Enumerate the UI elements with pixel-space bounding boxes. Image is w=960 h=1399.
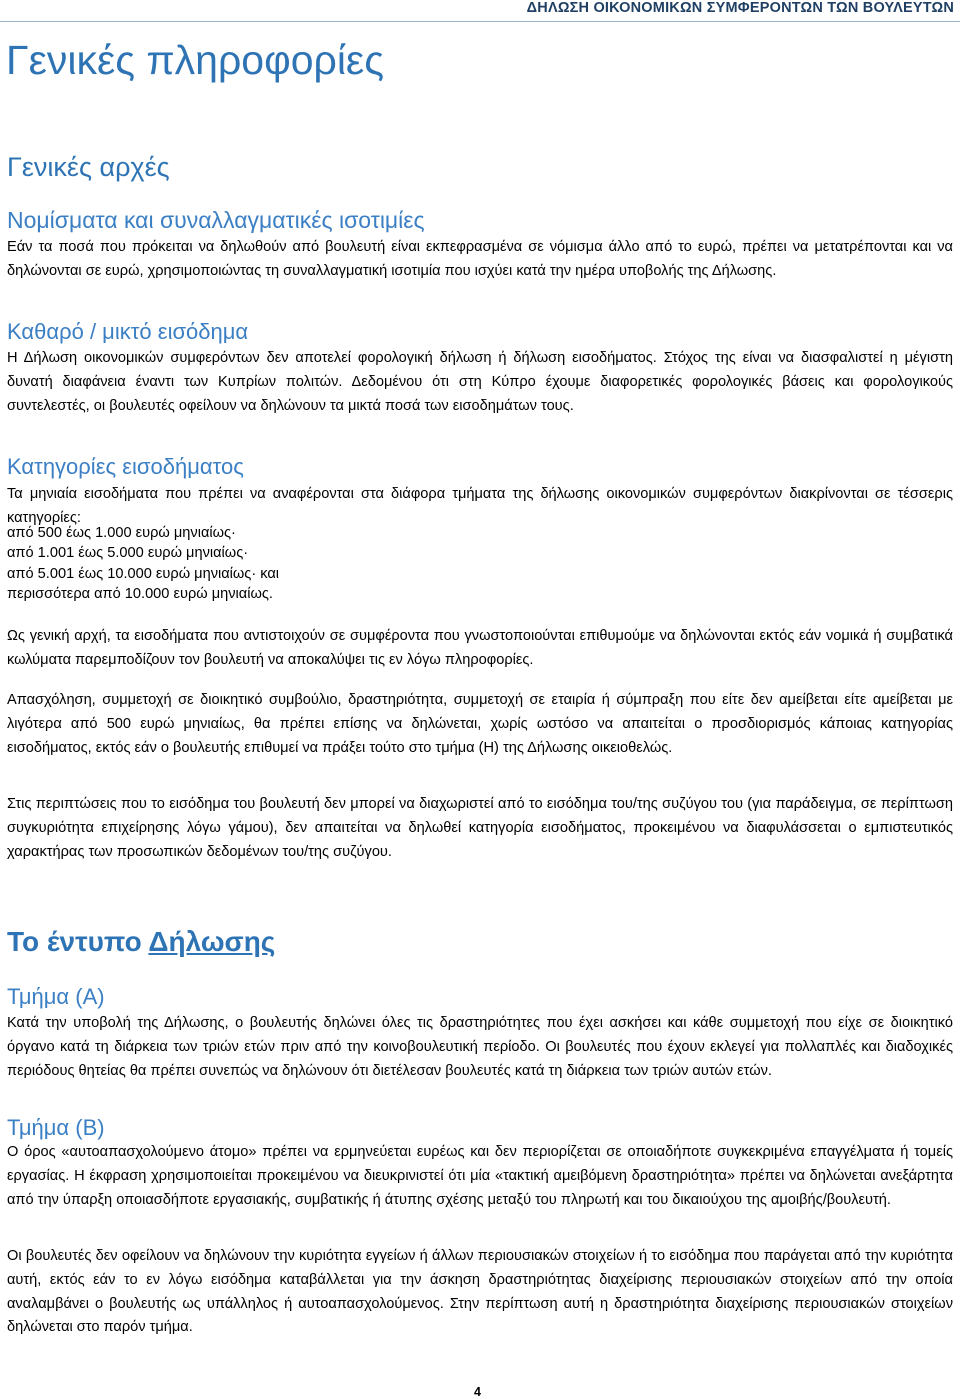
general-principles-heading: Γενικές αρχές [7, 152, 170, 182]
list-item: περισσότερα από 10.000 ευρώ μηνιαίως. [7, 585, 273, 602]
income-paragraph-3: Στις περιπτώσεις που το εισόδημα του βουλευτή δεν μπορεί να διαχωριστεί από το εισόδημα του/της συζύγου του (για παράδειγμα, σε περίπτωση συγκυριότητα επιχείρησης λόγω γάμου), δεν απαιτείται να δηλωθεί κατηγορία εισοδήματος, προκειμένου να διαφυλάσσεται ο εμπιστευτικός χαρακτήρας των προσωπικών δεδομένων του/της συζύγου. [7, 796, 953, 860]
income-paragraph-1: Ως γενική αρχή, τα εισοδήματα που αντιστοιχούν σε συμφέροντα που γνωστοποιούνται επιθυμούμε να δηλώνονται εκτός εάν νομικά ή συμβατικά κωλύματα παρεμποδίζουν τον βουλευτή να αποκαλύψει τις εν λόγω πληροφορίες. [7, 628, 953, 668]
section-b-heading: Τμήμα (Β) [7, 1115, 105, 1140]
page-number: 4 [474, 1385, 481, 1399]
section-a-heading: Τμήμα (Α) [7, 984, 105, 1009]
income-paragraph-2: Απασχόληση, συμμετοχή σε διοικητικό συμβούλιο, δραστηριότητα, συμμετοχή σε εταιρία ή σύμπραξη που είτε δεν αμείβεται είτε αμείβεται με λιγότερα από 500 ευρώ μηνιαίως, θα πρέπει επίσης να δηλώνεται, χωρίς ωστόσο να απαιτείται ο προσδιορισμός κάποιας κατηγορίας εισοδήματος, εκτός εάν ο βουλευτής επιθυμεί να πράξει τούτο στο τμήμα (Η) της Δήλωσης οικειοθελώς. [7, 692, 953, 756]
form-heading [7, 923, 275, 961]
header-rule [0, 21, 960, 22]
net-gross-heading: Καθαρό / μικτό εισόδημα [7, 319, 249, 344]
list-item: από 500 έως 1.000 ευρώ μηνιαίως· [7, 525, 236, 541]
section-a-paragraph: Κατά την υποβολή της Δήλωσης, ο βουλευτής δηλώνει όλες τις δραστηριότητες που έχει ασκήσει και κάθε συμμετοχή που είχε σε διοικητικό όργανο κατά τη διάρκεια των τριών ετών πριν από την κοινοβουλευτική περίοδο. Οι βουλευτές που έχουν εκλεγεί για πολλαπλές και διαδοχικές περιόδους θητείας θα πρέπει συνεπώς να δηλώνουν ότι διετέλεσαν βουλευτές κατά τη διάρκεια των τριών αυτών ετών. [7, 1015, 953, 1079]
currencies-paragraph: Εάν τα ποσά που πρόκειται να δηλωθούν από βουλευτή είναι εκπεφρασμένα σε νόμισμα άλλο από το ευρώ, πρέπει να μετατρέπονται και να δηλώνονται σε ευρώ, χρησιμοποιώντας τη συναλλαγματική ισοτιμία που ισχύει κατά την ημέρα υποβολής της Δήλωσης. [7, 239, 953, 279]
list-item: από 1.001 έως 5.000 ευρώ μηνιαίως· [7, 545, 249, 562]
income-categories-intro: Τα μηνιαία εισοδήματα που πρέπει να αναφέρονται στα διάφορα τμήματα της δήλωσης οικονομικών συμφερόντων διακρίνονται σε τέσσερις κατηγορίες: [7, 486, 953, 526]
net-gross-paragraph: Η Δήλωση οικονομικών συμφερόντων δεν αποτελεί φορολογική δήλωση ή δήλωση εισοδήματος. Στόχος της είναι να διασφαλιστεί η μέγιστη δυνατή διαφάνεια έναντι των Κυπρίων πολιτών. Δεδομένου ότι στη Κύπρο έχουμε διαφορετικές φορολογικές βάσεις και φορολογικούς συντελεστές, οι βουλευτές οφείλουν να δηλώνουν τα μικτά ποσά των εισοδημάτων τους. [7, 350, 953, 414]
form-heading-prefix: Το έντυπο [7, 926, 149, 957]
page-title: Γενικές πληροφορίες [6, 37, 384, 83]
running-header: ΔΗΛΩΣΗ ΟΙΚΟΝΟΜΙΚΩΝ ΣΥΜΦΕΡΟΝΤΩΝ ΤΩΝ ΒΟΥΛΕΥΤΩΝ [526, 0, 954, 16]
income-categories-heading: Κατηγορίες εισοδήματος [7, 454, 244, 479]
section-b-paragraph-2: Οι βουλευτές δεν οφείλουν να δηλώνουν την κυριότητα εγγείων ή άλλων περιουσιακών στοιχείων ή το εισόδημα που παράγεται από την κυριότητα αυτή, εκτός εάν το εν λόγω εισόδημα καταβάλλεται για την άσκηση δραστηριότητας διαχείρισης περιουσιακών στοιχείων από την οποία αναλαμβάνει ο βουλευτής ως υπάλληλος ή αυτοαπασχολούμενος. Στην περίπτωση αυτή η δραστηριότητα διαχείρισης περιουσιακών στοιχείων δηλώνεται στο παρόν τμήμα. [7, 1248, 953, 1336]
form-heading-underlined: Δήλωσης [148, 926, 276, 957]
income-categories-list [7, 523, 279, 604]
currencies-heading: Νομίσματα και συναλλαγματικές ισοτιμίες [7, 207, 425, 233]
section-b-paragraph-1: Ο όρος «αυτοαπασχολούμενο άτομο» πρέπει να ερμηνεύεται ευρέως και δεν περιορίζεται σε οποιαδήποτε συγκεκριμένα επαγγέλματα ή τομείς εργασίας. Η έκφραση χρησιμοποιείται προκειμένου να διευκρινιστεί ότι μία «τακτική αμειβόμενη δραστηριότητα» πρέπει να δηλώνεται ανεξάρτητα από την ύπαρξη οποιασδήποτε εργασιακής, συμβατικής ή άτυπης σχέσης μεταξύ του πληρωτή και του δικαιούχου της αμοιβής/βουλευτή. [7, 1144, 953, 1208]
list-item: από 5.001 έως 10.000 ευρώ μηνιαίως· και [7, 565, 280, 582]
